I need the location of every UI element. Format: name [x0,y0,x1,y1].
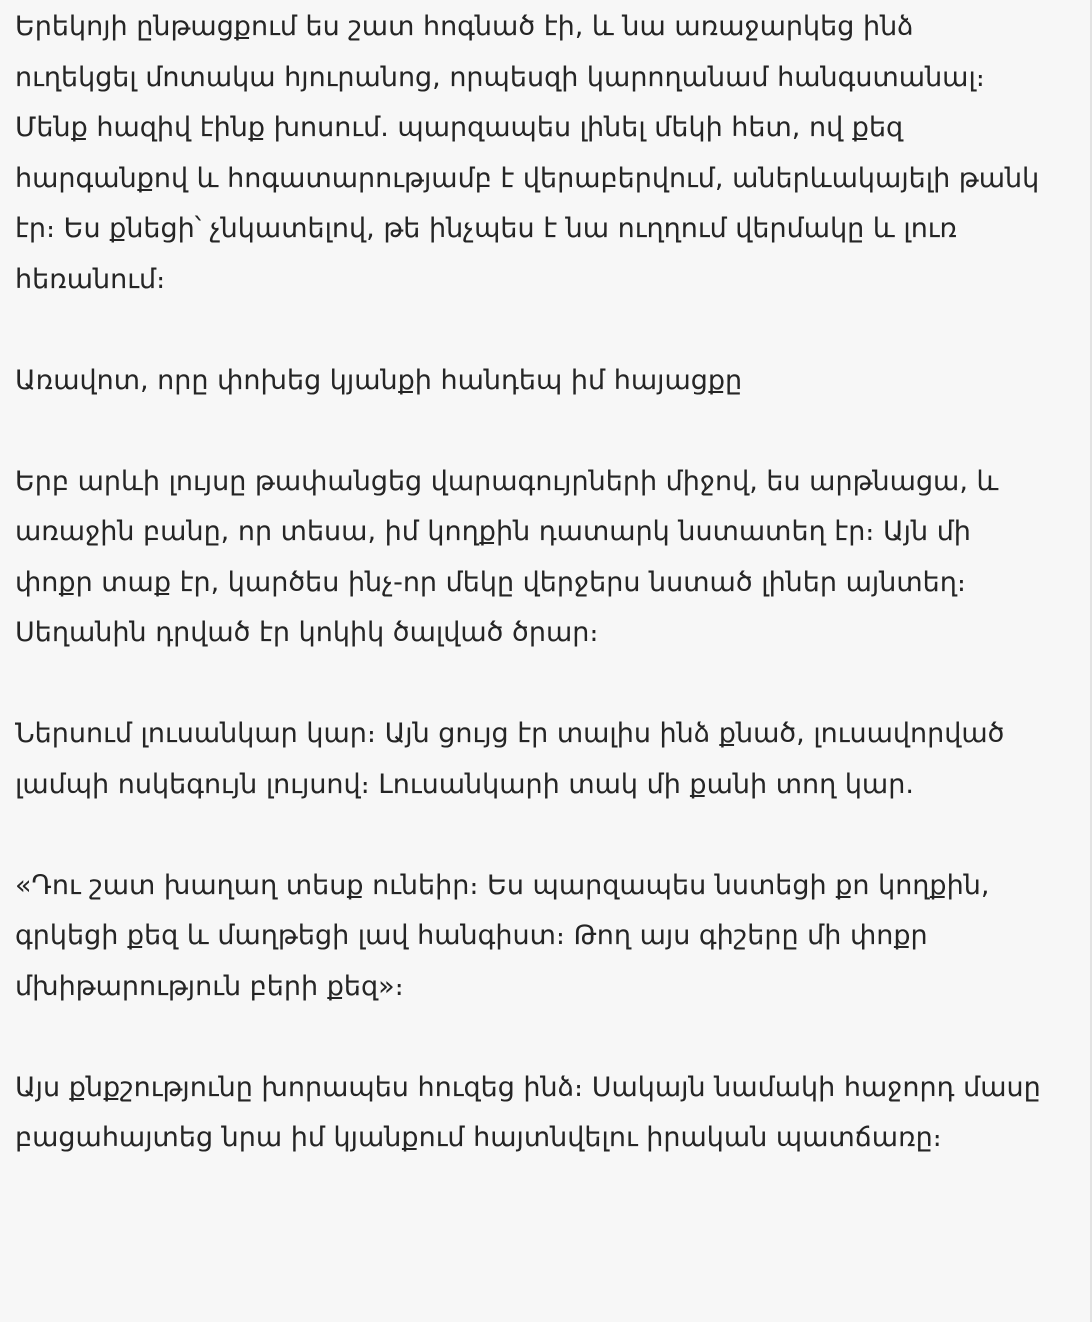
paragraph-hotel-night: Երեկոյի ընթացքում ես շատ հոգնած էի, և նա առաջարկեց ինձ ուղեկցել մոտակա հյուրանոց, որպեսզի կարողանամ հանգստանալ։ Մենք հազիվ էինք խոսում. պարզապես լինել մեկի հետ, ով քեզ հարգանքով և հոգատարությամբ է վերաբերվում, աներևակայելի թանկ էր։ Ես քնեցի՝ չնկատելով, թե ինչպես է նա ուղղում վերմակը և լուռ հեռանում։ [15,11,1040,295]
paragraph-note-quote: «Դու շատ խաղաղ տեսք ունեիր։ Ես պարզապես նստեցի քո կողքին, գրկեցի քեզ և մաղթեցի լավ հանգիստ։ Թող այս գիշերը մի փոքր մխիթարություն բերի քեզ»։ [15,869,990,1002]
paragraph-true-reason: Այս քնքշությունը խորապես հուզեց ինձ։ Սակայն նամակի հաջորդ մասը բացահայտեց նրա իմ կյանքում հայտնվելու իրական պատճառը։ [15,1071,1041,1153]
section-heading-morning: Առավոտ, որը փոխեց կյանքի հանդեպ իմ հայացքը [15,364,743,396]
paragraph-photograph: Ներսում լուսանկար կար։ Այն ցույց էր տալիս ինձ քնած, լուսավորված լամպի ոսկեգույն լույսով։ Լուսանկարի տակ մի քանի տող կար. [15,718,1005,800]
paragraph-waking-up: Երբ արևի լույսը թափանցեց վարագույրների միջով, ես արթնացա, և առաջին բանը, որ տեսա, իմ կողքին դատարկ նստատեղ էր։ Այն մի փոքր տաք էր, կարծես ինչ-որ մեկը վերջերս նստած լիներ այնտեղ։ Սեղանին դրված էր կոկիկ ծալված ծրար։ [15,465,999,648]
